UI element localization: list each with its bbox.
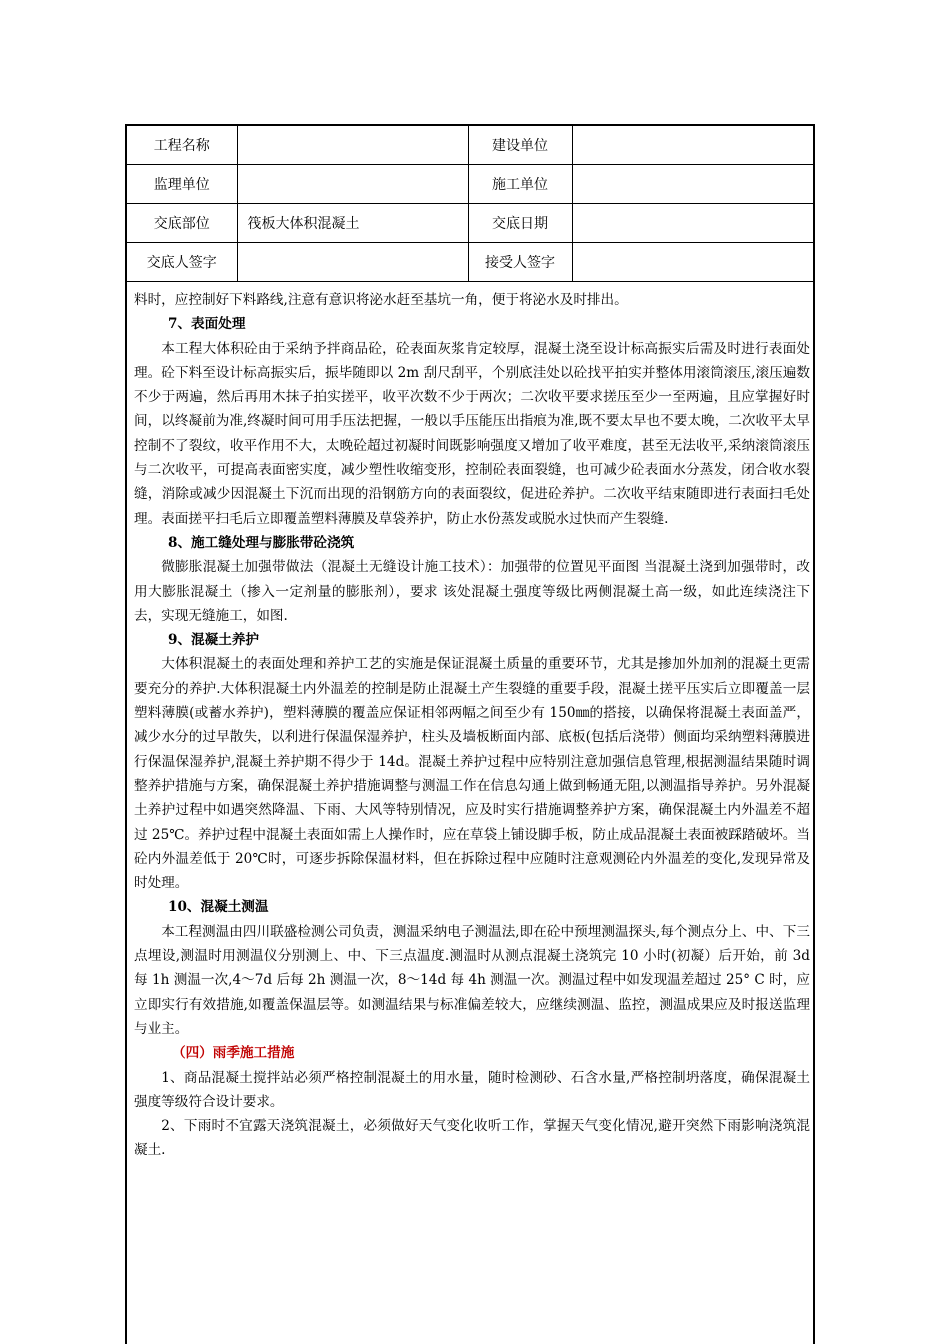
rainy-season-item-2: 2、下雨时不宜露天浇筑混凝土，必须做好天气变化收听工作，掌握天气变化情况,避开突然下雨影响浇筑混凝土. [134,1118,810,1159]
receiver-signature-label: 接受人签字 [468,243,572,282]
supervision-unit-label: 监理单位 [127,165,237,204]
rainy-season-item-1: 1、商品混凝土搅拌站必须严格控制混凝土的用水量，随时检测砂、石含水量,严格控制坍落度，确保混凝土强度等级符合设计要求。 [134,1069,810,1110]
section-10-paragraph: 本工程测温由四川联盛检测公司负责，测温采纳电子测温法,即在砼中预埋测温探头,每个测点分上、中、下三点埋设,测温时用测温仪分别测上、中、下三点温度.测温时从测点混凝土浇筑完 10 小时(初凝）后开始，前 3d 每 1h 测温一次,4～7d 后每 2h 测温一次，8～14d 每 4h 测温一次。测温过程中如发现温差超过 25° C 时，应立即实行有效措施,如覆盖保温层等。如测温结果与标准偏差较大，应继续测温、监控，测温成果应及时报送监理与业主。 [134,923,810,1037]
briefing-date-label: 交底日期 [468,204,572,243]
rainy-season-heading: （四）雨季施工措施 [172,1045,295,1062]
table-row [127,126,813,165]
intro-paragraph: 料时，应控制好下料路线,注意有意识将泌水赶至基坑一角，便于将泌水及时排出。 [134,292,628,308]
header-table [127,126,813,282]
section-8-paragraph: 微膨胀混凝土加强带做法（混凝土无缝设计施工技术）：加强带的位置见平面图 当混凝土浇到加强带时，改用大膨胀混凝土（掺入一定剂量的膨胀剂），要求 该处混凝土强度等级比两侧混凝土高一级，如此连续浇注下去，实现无缝施工，如图. [134,559,810,624]
briefing-part-value: 筏板大体积混凝土 [237,204,468,243]
table-row [127,243,813,282]
section-9-heading: 9、混凝土养护 [168,632,260,649]
section-8-heading: 8、施工缝处理与膨胀带砼浇筑 [168,534,355,551]
table-row [127,204,813,243]
supervision-unit-value [237,165,468,204]
contractor-label: 施工单位 [468,165,572,204]
construction-unit-label: 建设单位 [468,126,572,165]
contractor-value [572,165,813,204]
construction-unit-value [572,126,813,165]
project-name-label: 工程名称 [127,126,237,165]
briefer-signature-value [237,243,468,282]
project-name-value [237,126,468,165]
briefer-signature-label: 交底人签字 [127,243,237,282]
table-row [127,165,813,204]
section-9-paragraph: 大体积混凝土的表面处理和养护工艺的实施是保证混凝土质量的重要环节，尤其是掺加外加剂的混凝土更需要充分的养护.大体积混凝土内外温差的控制是防止混凝土产生裂缝的重要手段，混凝土搓平压实后立即覆盖一层塑料薄膜(或蓄水养护)，塑料薄膜的覆盖应保证相邻两幅之间至少有 150㎜的搭接，以确保将混凝土表面盖严，减少水分的过早散失，以利进行保温保湿养护，柱头及墙板断面内部、底板(包括后浇带）侧面均采纳塑料薄膜进行保温保湿养护,混凝土养护期不得少于 14d。混凝土养护过程中应特别注意加强信息管理,根据测温结果随时调整养护措施与方案，确保混凝土养护措施调整与测温工作在信息勾通上做到畅通无阻,以测温指导养护。另外混凝土养护过程中如遇突然降温、下雨、大风等特别情况，应及时实行措施调整养护方案，确保混凝土内外温差不超过 25℃。养护过程中混凝土表面如需上人操作时，应在草袋上铺设脚手板，防止成品混凝土表面被踩踏破坏。当砼内外温差低于 20℃时，可逐步拆除保温材料，但在拆除过程中应随时注意观测砼内外温差的变化,发现异常及时处理。 [134,656,810,892]
section-7-paragraph: 本工程大体积砼由于采纳予拌商品砼，砼表面灰浆肯定较厚，混凝土浇至设计标高振实后需及时进行表面处理。砼下料至设计标高振实后，振毕随即以 2m 刮尺刮平，个别底洼处以砼找平拍实并整体用滚筒滚压,滚压遍数不少于两遍，然后再用木抹子拍实搓平，收平次数不少于两次；二次收平要求搓压至少一至两遍，且应掌握好时间，以终凝前为准,终凝时间可用手压法把握，一般以手压能压出指痕为准,既不要太早也不要太晚，二次收平太早控制不了裂纹，收平作用不大，太晚砼超过初凝时间既影响强度又增加了收平难度，甚至无法收平,采纳滚筒滚压与二次收平，可提高表面密实度，减少塑性收缩变形，控制砼表面裂缝，也可减少砼表面水分蒸发，闭合收水裂缝，消除或减少因混凝土下沉而出现的沿钢筋方向的表面裂纹，促进砼养护。二次收平结束随即进行表面扫毛处理。表面搓平扫毛后立即覆盖塑料薄膜及草袋养护，防止水份蒸发或脱水过快而产生裂缝. [134,340,810,527]
document-frame [125,124,815,1344]
section-7-heading: 7、表面处理 [168,316,246,333]
receiver-signature-value [572,243,813,282]
briefing-date-value [572,204,813,243]
section-10-heading: 10、混凝土测温 [168,899,269,916]
briefing-part-label: 交底部位 [127,204,237,243]
document-body [134,288,810,1163]
